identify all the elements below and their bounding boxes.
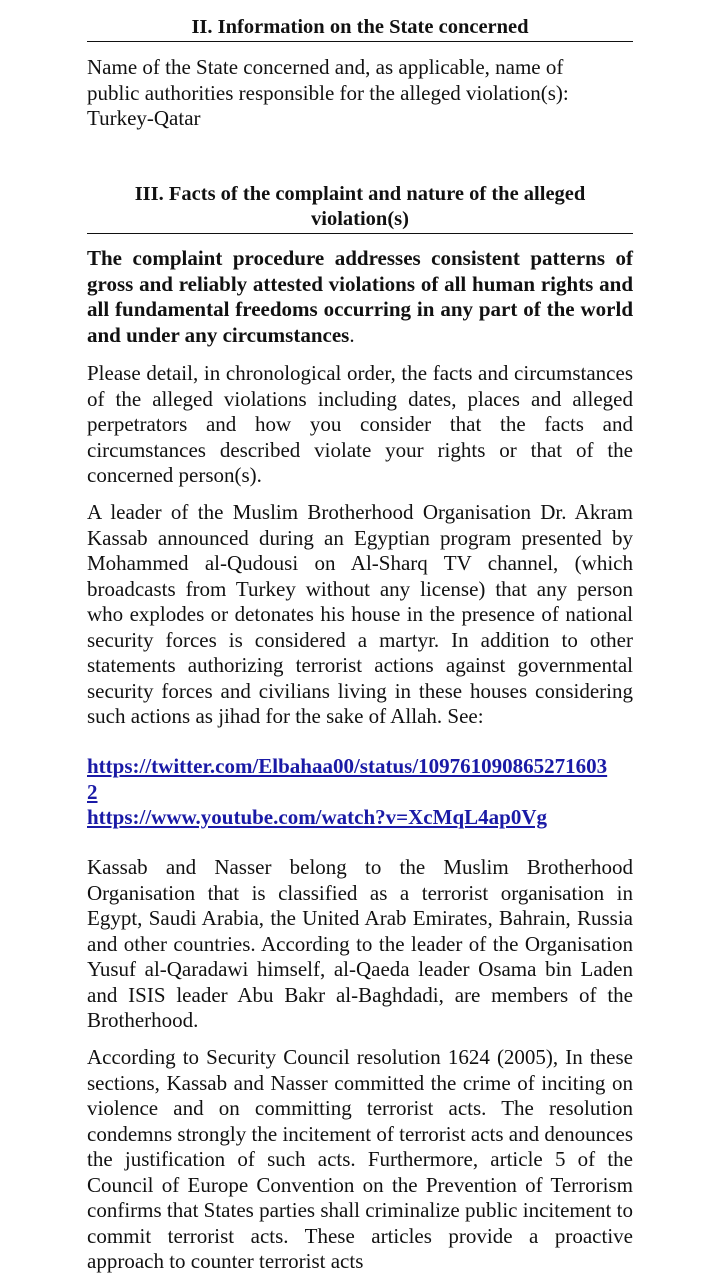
evidence-links	[87, 754, 633, 831]
twitter-link-line-1: https://twitter.com/Elbahaa00/status/109761090865271603	[87, 754, 608, 778]
complaint-procedure-paragraph	[87, 246, 633, 348]
twitter-link-line-2: 2	[87, 779, 98, 804]
section-ii-heading: II. Information on the State concerned	[87, 15, 633, 42]
state-concerned-block	[87, 55, 633, 132]
state-concerned-value: Turkey-Qatar	[87, 106, 201, 130]
complaint-procedure-text: The complaint procedure addresses consistent patterns of gross and reliably attested violations of all human rights and all fundamental freedoms occurring in any part of the world and under any circumstances	[87, 246, 633, 347]
detail-instructions-paragraph: Please detail, in chronological order, the facts and circumstances of the alleged violations including dates, places and alleged perpetrators and how you consider that the facts and circumstances described violate your rights or that of the concerned person(s).	[87, 361, 633, 487]
youtube-link[interactable]: https://www.youtube.com/watch?v=XcMqL4ap0Vg	[87, 805, 547, 829]
brotherhood-classification-paragraph: Kassab and Nasser belong to the Muslim Brotherhood Organisation that is classified as a terrorist organisation in Egypt, Saudi Arabia, the United Arab Emirates, Bahrain, Russia and other countries. According to the leader of the Organisation Yusuf al-Qaradawi himself, al-Qaeda leader Osama bin Laden and ISIS leader Abu Bakr al-Baghdadi, are members of the Brotherhood.	[87, 855, 633, 1032]
section-iii-heading: III. Facts of the complaint and nature of the alleged violation(s)	[87, 182, 633, 234]
state-prompt-line-1: Name of the State concerned and, as applicable, name of	[87, 55, 564, 79]
twitter-link[interactable]	[87, 754, 633, 805]
state-prompt-line-2: public authorities responsible for the alleged violation(s):	[87, 80, 569, 105]
complaint-procedure-period: .	[349, 322, 355, 347]
security-council-paragraph: According to Security Council resolution 1624 (2005), In these sections, Kassab and Nasser committed the crime of inciting on violence and on committing terrorist acts. The resolution condemns strongly the incitement of terrorist acts and denounces the justification of such acts. Furthermore, article 5 of the Council of Europe Convention on the Prevention of Terrorism confirms that States parties shall criminalize public incitement to commit terrorist acts. These articles provide a proactive approach to counter terrorist acts	[87, 1045, 633, 1273]
kassab-statement-paragraph: A leader of the Muslim Brotherhood Organisation Dr. Akram Kassab announced during an Egyptian program presented by Mohammed al-Qudousi on Al-Sharq TV channel, (which broadcasts from Turkey without any license) that any person who explodes or detonates his house in the presence of national security forces is considered a martyr. In addition to other statements authorizing terrorist actions against governmental security forces and civilians living in these houses considering such actions as jihad for the sake of Allah. See:	[87, 500, 633, 728]
